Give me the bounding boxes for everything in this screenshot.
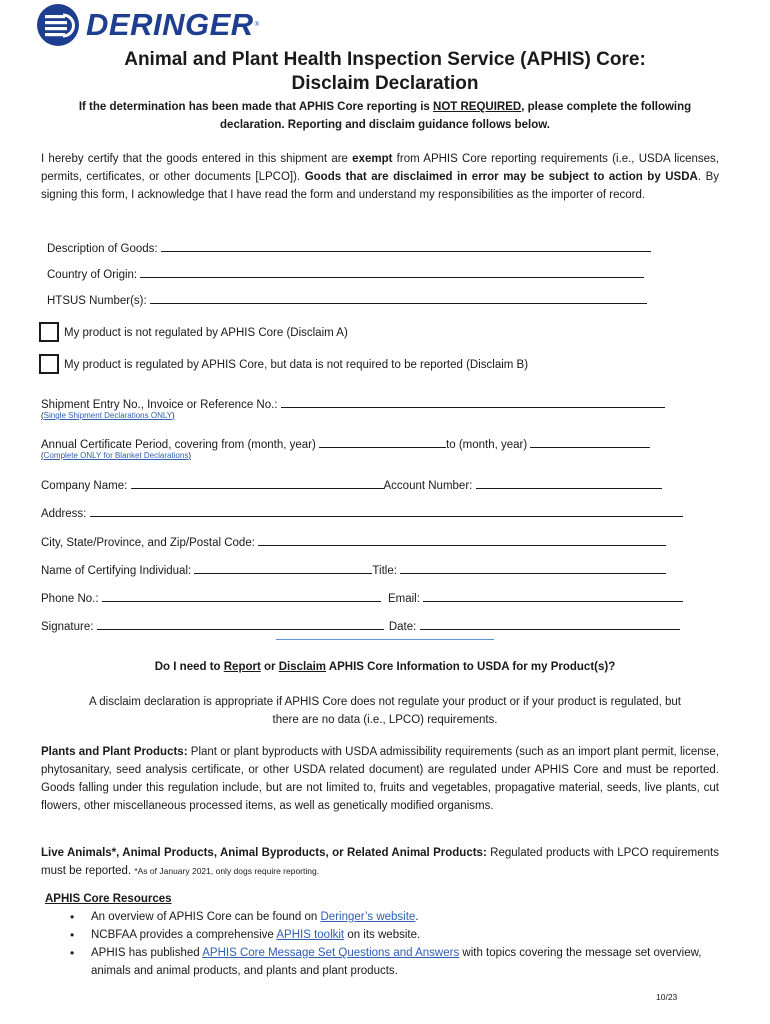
disclaim-explanation: [40, 693, 730, 729]
company-name-label: Company Name:: [41, 480, 128, 492]
city-state-zip-line[interactable]: [258, 533, 666, 546]
title-line[interactable]: [400, 561, 666, 574]
note-open-paren: (: [41, 451, 44, 460]
phone-label: Phone No.:: [41, 593, 99, 605]
plants-paragraph: [41, 743, 719, 815]
certify-text-1: I hereby certify that the goods entered in this shipment are: [41, 153, 353, 165]
description-of-goods-line[interactable]: [161, 239, 651, 252]
resources-section: [45, 890, 725, 980]
page-number: 10/23: [656, 992, 678, 1002]
brand-name: DERINGER: [86, 7, 254, 42]
title-line-1: Animal and Plant Health Inspection Service (APHIS) Core:: [124, 49, 646, 70]
guidance-question: [0, 659, 770, 675]
instructions: [40, 98, 730, 134]
shipment-reference-label: Shipment Entry No., Invoice or Reference No.:: [41, 399, 278, 411]
animals-body: Regulated products with LPCO requirements must be reported.: [41, 847, 719, 877]
htsus-number-label: HTSUS Number(s):: [47, 295, 147, 307]
shipment-reference-line[interactable]: [281, 395, 665, 408]
country-of-origin-line[interactable]: [140, 265, 644, 278]
plants-heading: Plants and Plant Products:: [41, 746, 188, 758]
city-state-zip-label: City, State/Province, and Zip/Postal Code:: [41, 537, 255, 549]
explanation-line-1: A disclaim declaration is appropriate if APHIS Core does not regulate your product or if your product is regulated, but: [89, 696, 681, 708]
disclaim-b-label: My product is regulated by APHIS Core, but data is not required to be reported (Disclaim B): [64, 359, 529, 371]
date-label: Date:: [388, 621, 417, 633]
account-number-label: Account Number:: [383, 480, 473, 492]
date-line[interactable]: [420, 617, 680, 630]
note-open-paren: (: [41, 411, 44, 420]
instructions-text-cont: , please complete the following: [521, 101, 692, 113]
annual-to-label: to (month, year): [446, 439, 528, 451]
resource-text-end: on its website.: [344, 929, 421, 941]
disclaim-a-checkbox[interactable]: [39, 322, 59, 342]
address-field[interactable]: [41, 504, 683, 522]
single-shipment-note-text: Single Shipment Declarations ONLY: [43, 411, 173, 420]
instructions-line-2: declaration. Reporting and disclaim guidance follows below.: [220, 119, 550, 131]
address-label: Address:: [41, 508, 87, 520]
country-of-origin-field[interactable]: [47, 265, 644, 283]
annual-to-line[interactable]: [530, 435, 650, 448]
certify-warning: Goods that are disclaimed in error may be subject to action by USDA: [304, 171, 698, 183]
resources-list: [45, 908, 725, 980]
certifying-individual-field[interactable]: [41, 561, 666, 579]
annual-from-line[interactable]: [319, 435, 446, 448]
deringer-website-link[interactable]: Deringer’s website: [320, 911, 416, 923]
animals-footnote: *As of January 2021, only dogs require reporting.: [134, 866, 320, 876]
registered-mark: ®: [254, 22, 260, 28]
question-text-cont: APHIS Core Information to USDA for my Product(s)?: [326, 661, 616, 673]
email-label: Email:: [387, 593, 420, 605]
company-name-field[interactable]: [41, 476, 662, 494]
list-item: [45, 926, 725, 944]
title-label: Title:: [372, 565, 397, 577]
question-or: or: [260, 661, 279, 673]
resource-text: NCBFAA provides a comprehensive: [91, 929, 277, 941]
question-report: Report: [223, 661, 261, 673]
resources-heading: APHIS Core Resources: [45, 893, 172, 905]
htsus-number-line[interactable]: [150, 291, 647, 304]
description-of-goods-label: Description of Goods:: [47, 243, 158, 255]
company-logo: [36, 3, 259, 47]
animals-paragraph: [41, 844, 719, 880]
htsus-number-field[interactable]: [47, 291, 647, 309]
blanket-note: [41, 450, 191, 462]
resource-text: APHIS has published: [91, 947, 203, 959]
aphis-qa-link[interactable]: APHIS Core Message Set Questions and Answers: [202, 947, 460, 959]
question-disclaim: Disclaim: [278, 661, 327, 673]
plants-body: Plant or plant byproducts with USDA admissibility requirements (such as an import plant permit, license, phytosanitary, seed analysis certificate, or other USDA related document) are regulated under APHIS Core and must be reported. Goods falling under this regulation include, but are not limited to, fruits and vegetables, propagative material, seeds, live plants, cut flowers, other miscellaneous processed items, as well as genetically modified organisms.: [41, 746, 719, 812]
animals-heading: Live Animals*, Animal Products, Animal Byproducts, or Related Animal Products:: [41, 847, 487, 859]
address-line[interactable]: [90, 504, 683, 517]
resource-text-end: .: [415, 911, 419, 923]
signature-field[interactable]: [41, 617, 680, 635]
phone-line[interactable]: [102, 589, 381, 602]
deringer-logo-icon: [36, 3, 80, 47]
instructions-line-1: [40, 98, 730, 116]
phone-field[interactable]: [41, 589, 683, 607]
list-item: [45, 908, 725, 926]
blanket-note-text: Complete ONLY for Blanket Declarations: [43, 451, 189, 460]
disclaim-a-label: My product is not regulated by APHIS Core (Disclaim A): [64, 327, 348, 339]
disclaim-b-checkbox[interactable]: [39, 354, 59, 374]
resource-text-end: with topics covering the message set overview, animals and animal products, and plants and plant products.: [91, 947, 702, 977]
aphis-toolkit-link[interactable]: APHIS toolkit: [276, 929, 345, 941]
explanation-line-2: there are no data (i.e., LPCO) requirements.: [272, 714, 498, 726]
question-text: Do I need to: [154, 661, 224, 673]
account-number-line[interactable]: [476, 476, 662, 489]
country-of-origin-label: Country of Origin:: [47, 269, 138, 281]
page-title: [0, 48, 770, 96]
note-close-paren: ): [172, 411, 175, 420]
annual-from-label: Annual Certificate Period, covering from (month, year): [41, 439, 316, 451]
instructions-text: If the determination has been made that APHIS Core reporting is: [78, 101, 434, 113]
company-name-line[interactable]: [131, 476, 384, 489]
section-divider: [276, 639, 494, 640]
certify-exempt: exempt: [352, 153, 393, 165]
certifying-individual-label: Name of Certifying Individual:: [41, 565, 192, 577]
not-required-text: NOT REQUIRED: [433, 101, 522, 113]
certifying-individual-line[interactable]: [194, 561, 372, 574]
description-of-goods-field[interactable]: [47, 239, 651, 257]
single-shipment-note: [41, 410, 175, 422]
signature-label: Signature:: [41, 621, 94, 633]
resource-text: An overview of APHIS Core can be found on: [91, 911, 321, 923]
signature-line[interactable]: [97, 617, 384, 630]
title-line-2: Disclaim Declaration: [291, 73, 479, 94]
certification-paragraph: [41, 150, 719, 204]
certify-text-3: . By signing this form, I acknowledge that I have read the form and understand my responsibilities as the importer of record.: [41, 171, 719, 201]
note-close-paren: ): [188, 451, 192, 460]
certify-text-2: from APHIS Core reporting requirements (i.e., USDA licenses, permits, certificates, or other documents [LPCO]).: [41, 153, 719, 183]
list-item: [45, 944, 725, 980]
email-line[interactable]: [423, 589, 683, 602]
city-state-zip-field[interactable]: [41, 533, 666, 551]
